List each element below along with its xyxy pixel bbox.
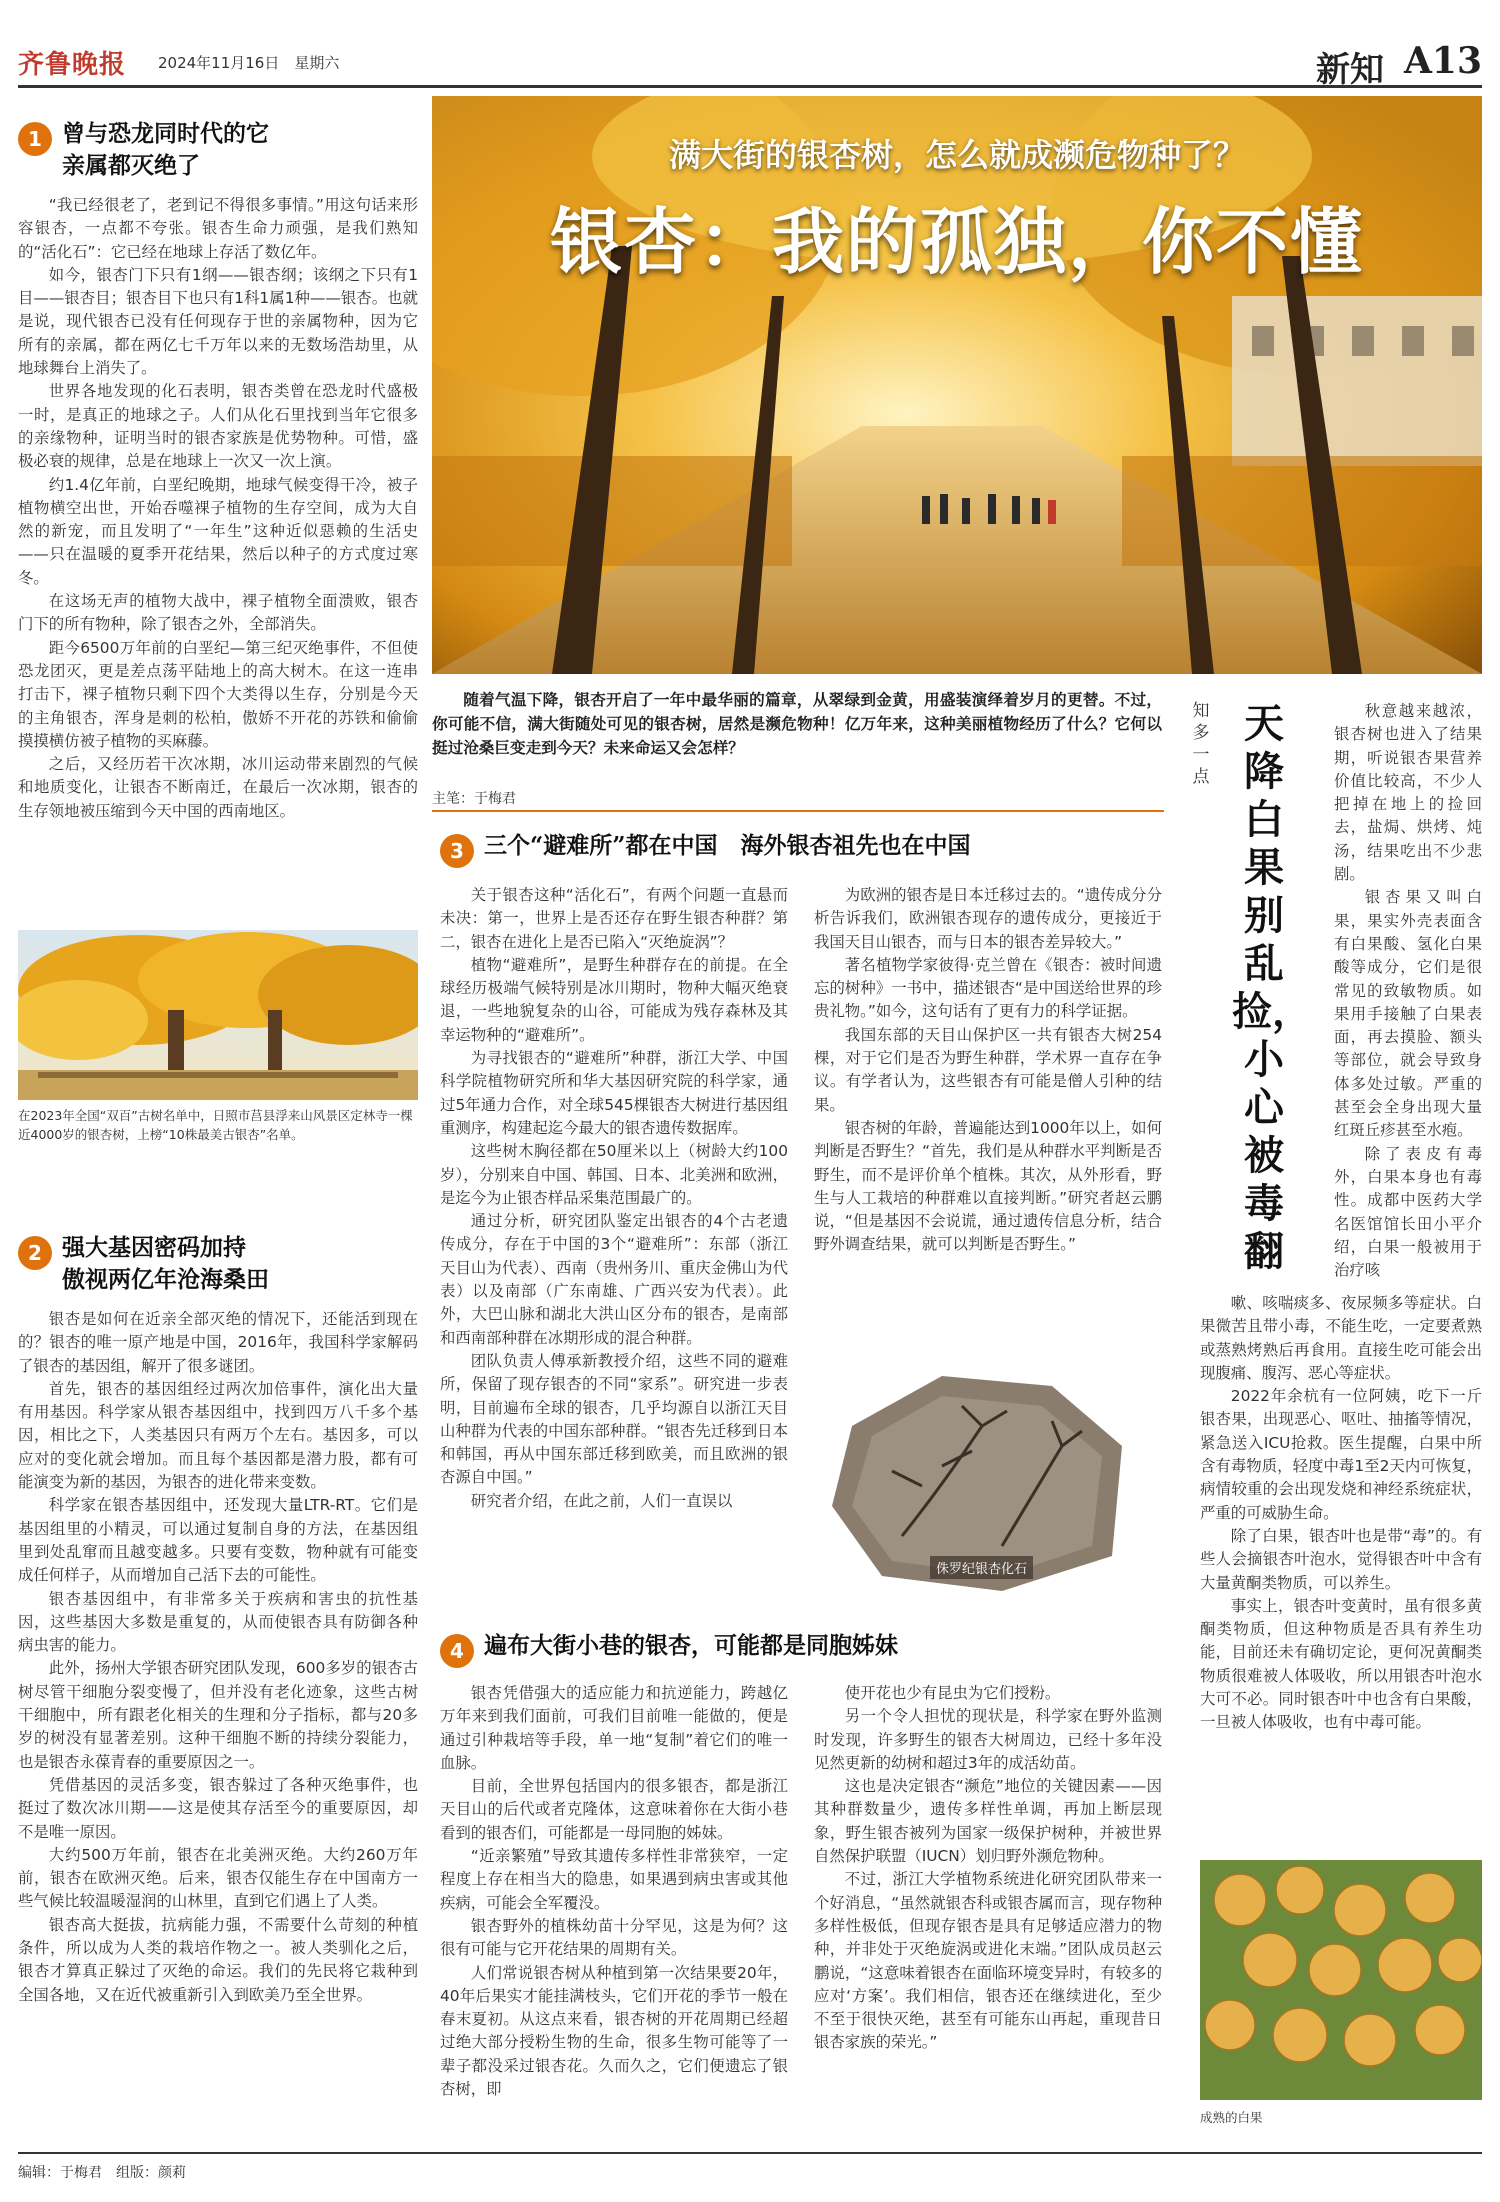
section-2-title-line1: 强大基因密码加持 [62, 1234, 246, 1261]
paragraph: 通过分析，研究团队鉴定出银杏的4个古老遗传成分，存在于中国的3个“避难所”：东部（浙江天目山为代表）、西南（贵州务川、重庆金佛山为代表）以及南部（广东南雄、广西兴安为代表）。此外，大巴山脉和湖北大洪山区分布的银杏，是南部和西南部种群在冰期形成的混合种群。 [440, 1212, 788, 1347]
section-3-head-row [440, 830, 1160, 868]
section-4-title: 遍布大街小巷的银杏，可能都是同胞姊妹 [484, 1632, 898, 1659]
page-number: A13 [1403, 40, 1482, 82]
paragraph: 约1.4亿年前，白垩纪晚期，地球气候变得干冷，被子植物横空出世，开始吞噬裸子植物的生存空间，成为大自然的新宠，而且发明了“一年生”这种近似惡赖的生活史——只在温暖的夏季开花结果，然后以种子的方式度过寒冬。 [18, 475, 418, 587]
paragraph: 银杏高大挺拔，抗病能力强，不需要什么苛刻的种植条件，所以成为人类的栽培作物之一。被人类驯化之后，银杏才算真正躲过了灭绝的命运。我们的先民将它栽种到全国各地，又在近代被重新引入到欧美乃至全世界。 [18, 1915, 418, 2004]
paragraph: 银杏是如何在近亲全部灭绝的情况下，还能活到现在的？银杏的唯一原产地是中国，2016年，我国科学家解码了银杏的基因组，解开了很多谜团。 [18, 1310, 418, 1375]
paragraph: 植物“避难所”，是野生种群存在的前提。在全球经历极端气候特别是冰川期时，物种大幅灭绝衰退，一些地貌复杂的山谷，可能成为残存森林及其幸运物种的“避难所”。 [440, 955, 788, 1044]
paragraph: 距今6500万年前的白垩纪—第三纪灭绝事件，不但使恐龙团灭，更是差点荡平陆地上的高大树木。在这一连串打击下，裸子植物只剩下四个大类得以生存，分别是今天的主角银杏，浑身是刺的松柏，傲娇不开花的苏铁和偷偷摸摸横仿被子植物的买麻藤。 [18, 638, 418, 750]
paragraph: 这些树木胸径都在50厘米以上（树龄大约100岁），分别来自中国、韩国、日本、北美洲和欧洲，是迄今为止银杏样品采集范围最广的。 [440, 1142, 788, 1207]
paragraph: 如今，银杏门下只有1纲——银杏纲；该纲之下只有1目——银杏目；银杏目下也只有1科1属1种——银杏。也就是说，现代银杏已没有任何现存于世的亲属物种，因为它所有的亲属，都在两亿七千万年以来的无数场浩劫里，从地球舞台上消失了。 [18, 265, 418, 378]
section-3-column-b [814, 884, 1162, 1257]
section-number-badge: 1 [18, 122, 52, 156]
paragraph: 著名植物学家彼得·克兰曾在《银杏：被时间遗忘的树种》一书中，描述银杏“是中国送给世界的珍贵礼物。”如今，这句话有了更有力的科学证据。 [814, 955, 1162, 1021]
lead-paragraph [432, 688, 1162, 760]
paragraph: “我已经很老了，老到记不得很多事情。”用这句话来形容银杏，一点都不夸张。银杏生命力顽强，是我们熟知的“活化石”：它已经在地球上存活了数亿年。 [18, 196, 418, 261]
ginkgo-nut-caption: 成熟的白果 [1200, 2110, 1263, 2125]
section-1-heading [18, 118, 418, 182]
section-1-title-line1: 曾与恐龙同时代的它 [62, 120, 269, 147]
section-4-column-a [440, 1682, 788, 2101]
paragraph: 银杏果又叫白果，果实外壳表面含有白果酸、氢化白果酸等成分，它们是很常见的致敏物质。如果用手接触了白果表面，再去摸脸、额头等部位，就会导致身体多处过敏。严重的甚至会全身出现大量红斑丘疹甚至水疱。 [1334, 888, 1482, 1140]
sidebar-title: 天降白果别乱捡，小心被毒翻 [1232, 700, 1312, 1275]
paragraph: 为欧洲的银杏是日本迁移过去的。“遗传成分分析告诉我们，欧洲银杏现存的遗传成分，更接近于我国天目山银杏，而与日本的银杏差异较大。” [814, 886, 1162, 951]
paragraph: 团队负责人傅承新教授介绍，这些不同的避难所，保留了现存银杏的不同“家系”。研究进一步表明，目前遍布全球的银杏，几乎均源自以浙江天目山种群为代表的中国东部种群。“银杏先迁移到日本和韩国，再从中国东部迁移到欧美，而且欧洲的银杏源自中国。” [440, 1351, 788, 1487]
section-number-badge: 4 [440, 1634, 474, 1668]
fossil-photo [822, 1356, 1142, 1596]
section-4-heading [440, 1630, 1160, 1680]
paragraph: 大约500万年前，银杏在北美洲灭绝。大约260万年前，银杏在欧洲灭绝。后来，银杏仅能生存在中国南方一些气候比较温暖湿润的山林里，直到它们遇上了人类。 [18, 1845, 418, 1911]
paragraph: 不过，浙江大学植物系统进化研究团队带来一个好消息，“虽然就银杏科或银杏属而言，现存物种多样性极低，但现存银杏是具有足够适应潜力的物种，并非处于灭绝旋涡或进化末端。”团队成员赵云鹏说，“这意味着银杏在面临环境变异时，有较多的应对‘方案’。我们相信，银杏还在继续进化，至少不至于很快灭绝，甚至有可能东山再起，重现昔日银杏家族的荣光。” [814, 1870, 1162, 2052]
ancient-ginkgo-photo [18, 930, 418, 1100]
paragraph: 除了表皮有毒外，白果本身也有毒性。成都中医药大学名医馆馆长田小平介绍，白果一般被用于治疗咳 [1334, 1144, 1482, 1280]
paragraph: 研究者介绍，在此之前，人们一直误以 [470, 1491, 733, 1510]
paragraph: 世界各地发现的化石表明，银杏类曾在恐龙时代盛极一时，是真正的地球之子。人们从化石里找到当年它很多的亲缘物种，证明当时的银杏家族是优势物种。可惜，盛极必衰的规律，总是在地球上一次又一次上演。 [18, 382, 418, 471]
paragraph: 银杏凭借强大的适应能力和抗逆能力，跨越亿万年来到我们面前，可我们目前唯一能做的，便是通过引种栽培等手段，单一地“复制”着它们的唯一血脉。 [440, 1684, 788, 1772]
author-byline: 主笔：于梅君 [432, 791, 516, 807]
paragraph: 另一个令人担忧的现状是，科学家在野外监测时发现，许多野生的银杏大树周边，已经十多年没见然更新的幼树和超过3年的成活幼苗。 [814, 1707, 1162, 1772]
section-name: 新知 [1316, 50, 1384, 90]
issue-date: 2024年11月16日 星期六 [158, 54, 340, 72]
hero-title: 银杏：我的孤独，你不懂 [549, 199, 1364, 284]
paragraph: 为寻找银杏的“避难所”种群，浙江大学、中国科学院植物研究所和华大基因研究院的科学家，通过5年通力合作，对全球545棵银杏大树进行基因组重测序，构建起迄今最大的银杏遗传数据库。 [440, 1049, 788, 1137]
paragraph: “近亲繁殖”导致其遗传多样性非常狭窄，一定程度上存在相当大的隐患，如果遇到病虫害或其他疾病，可能会全军覆没。 [440, 1847, 788, 1912]
sidebar-body-bottom [1200, 1292, 1482, 1735]
hero-subtitle: 满大街的银杏树，怎么就成濒危物种了？ [668, 136, 1245, 174]
section-3-column-a [440, 884, 788, 1513]
section-number-badge: 3 [440, 834, 474, 868]
paragraph: 人们常说银杏树从种植到第一次结果要20年，40年后果实才能挂满枝头，它们开花的季节一般在春末夏初。从这点来看，银杏树的开花周期已经超过绝大部分授粉生物的生命，很多生物可能等了一辈子都没采过银杏花。久而久之，它们便遗忘了银杏树，即 [440, 1963, 788, 2099]
masthead [18, 40, 1482, 88]
paragraph: 之后，又经历若干次冰期，冰川运动带来剧烈的气候和地质变化，让银杏不断南迁，在最后一次冰期，银杏的生存领地被压缩到今天中国的西南地区。 [18, 755, 418, 820]
section-1 [18, 118, 418, 823]
section-number-badge: 2 [18, 1236, 52, 1270]
paragraph: 银杏野外的植株幼苗十分罕见，这是为何？这很有可能与它开花结果的周期有关。 [440, 1916, 788, 1959]
paragraph: 事实上，银杏叶变黄时，虽有很多黄酮类物质，但这种物质是否具有养生功能，目前还未有确切定论，更何况黄酮类物质很难被人体吸收，所以用银杏叶泡水大可不必。同时银杏叶中也含有白果酸，一旦被人体吸收，也有中毒可能。 [1200, 1596, 1482, 1732]
paragraph: 首先，银杏的基因组经过两次加倍事件，演化出大量有用基因。科学家从银杏基因组中，找到四万八千多个基因，相比之下，人类基因只有两万个左右。基因多，可以应对的变化就会增加。而且每个基因都是潜力股，都有可能演变为新的基因，为银杏的进化带来变数。 [18, 1379, 418, 1492]
divider [432, 810, 1164, 812]
paragraph: 银杏基因组中，有非常多关于疾病和害虫的抗性基因，这些基因大多数是重复的，从而使银杏具有防御各种病虫害的能力。 [18, 1589, 418, 1655]
ginkgo-nut-photo [1200, 1860, 1482, 2100]
section-2-heading [18, 1232, 418, 1296]
paper-name: 齐鲁晚报 [18, 50, 127, 80]
hero-image [432, 96, 1482, 674]
paragraph: 嗽、咳喘痰多、夜尿频多等症状。白果微苦且带小毒，不能生吃，一定要煮熟或蒸熟烤熟后再食用。直接生吃可能会出现腹痛、腹泻、恶心等症状。 [1200, 1294, 1482, 1382]
section-4-head-row [440, 1630, 1160, 1668]
paragraph: 在这场无声的植物大战中，裸子植物全面溃败，银杏门下的所有物种，除了银杏之外，全部消失。 [18, 592, 418, 634]
paragraph: 除了白果，银杏叶也是带“毒”的。有些人会摘银杏叶泡水，觉得银杏叶中含有大量黄酮类物质，可以养生。 [1200, 1526, 1482, 1592]
fossil-caption: 侏罗纪银杏化石 [930, 1556, 1033, 1579]
sidebar-body-top [1334, 700, 1482, 1282]
paragraph: 目前，全世界包括国内的很多银杏，都是浙江天目山的后代或者克隆体，这意味着你在大街小巷看到的银杏们，可能都是一母同胞的姊妹。 [440, 1777, 788, 1842]
lead-text: 随着气温下降，银杏开启了一年中最华丽的篇章，从翠绿到金黄，用盛装演绎着岁月的更替。不过，你可能不信，满大街随处可见的银杏树，居然是濒危物种！亿万年来，这种美丽植物经历了什么？它何以挺过沧桑巨变走到今天？未来命运又会怎样？ [432, 691, 1162, 757]
section-3-title: 三个“避难所”都在中国 海外银杏祖先也在中国 [484, 832, 971, 859]
paragraph: 使开花也少有昆虫为它们授粉。 [844, 1684, 1061, 1702]
section-1-title [62, 118, 269, 182]
section-2-title-line2: 傲视两亿年沧海桑田 [62, 1266, 269, 1293]
paragraph: 这也是决定银杏“濒危”地位的关键因素——因其种群数量少，遗传多样性单调，再加上断层现象，野生银杏被列为国家一级保护树种，并被世界自然保护联盟（IUCN）划归野外濒危物种。 [814, 1777, 1162, 1866]
ancient-ginkgo-caption: 在2023年全国“双百”古树名单中，日照市莒县浮来山风景区定林寺一棵近4000岁的银杏树，上榜“10株最美古银杏”名单。 [18, 1108, 413, 1142]
section-2-title [62, 1232, 269, 1296]
footer-credits: 编辑：于梅君 组版：颜莉 [18, 2152, 1482, 2182]
sidebar-label: 知多一点 [1192, 701, 1210, 787]
paragraph: 科学家在银杏基因组中，还发现大量LTR-RT。它们是基因组里的小精灵，可以通过复制自身的方法，在基因组里到处乱窜而且越变越多。只要有变数，物种就有可能变成任何样子，从而增加自己活下去的可能性。 [18, 1496, 418, 1585]
section-1-title-line2: 亲属都灭绝了 [62, 152, 200, 179]
paragraph: 秋意越来越浓，银杏树也进入了结果期，听说银杏果营养价值比较高，不少人把掉在地上的捡回去，盐焗、烘烤、炖汤，结果吃出不少悲剧。 [1334, 702, 1482, 884]
paragraph: 关于银杏这种“活化石”，有两个问题一直悬而未决：第一，世界上是否还存在野生银杏种群？第二，银杏在进化上是否已陷入“灭绝旋涡”？ [440, 886, 788, 951]
section-2-body [18, 1308, 418, 2007]
section-3-heading [440, 830, 1160, 880]
paragraph: 银杏树的年龄，普遍能达到1000年以上，如何判断是否野生？“首先，我们是从种群水平判断是否野生，而不是评价单个植株。其次，从外形看，野生与人工栽培的种群难以直接判断。”研究者赵云鹏说，“但是基因不会说谎，通过遗传信息分析，结合野外调查结果，就可以判断是否野生。” [814, 1118, 1162, 1254]
section-4-column-b [814, 1682, 1162, 2055]
paragraph: 我国东部的天目山保护区一共有银杏大树254棵，对于它们是否为野生种群，学术界一直存在争议。有学者认为，这些银杏有可能是僧人引种的结果。 [814, 1025, 1162, 1114]
section-2 [18, 1232, 418, 2007]
section-1-body [18, 194, 418, 823]
paragraph: 凭借基因的灵活多变，银杏躲过了各种灭绝事件，也挺过了数次冰川期——这是使其存活至今的重要原因，却不是唯一原因。 [18, 1775, 418, 1841]
paragraph: 此外，扬州大学银杏研究团队发现，600多岁的银杏古树尽管干细胞分裂变慢了，但并没有老化迹象，这些古树干细胞中，所有跟老化相关的生理和分子指标，都与20多岁的树没有显著差别。这种干细胞不断的持续分裂能力，也是银杏永葆青春的重要原因之一。 [18, 1659, 418, 1771]
paragraph: 2022年余杭有一位阿姨，吃下一斤银杏果，出现恶心、呕吐、抽搐等情况，紧急送入ICU抢救。医生提醒，白果中所含有毒物质，轻度中毒1至2天内可恢复，病情较重的会出现发烧和神经系统症状，严重的可威胁生命。 [1200, 1387, 1482, 1522]
